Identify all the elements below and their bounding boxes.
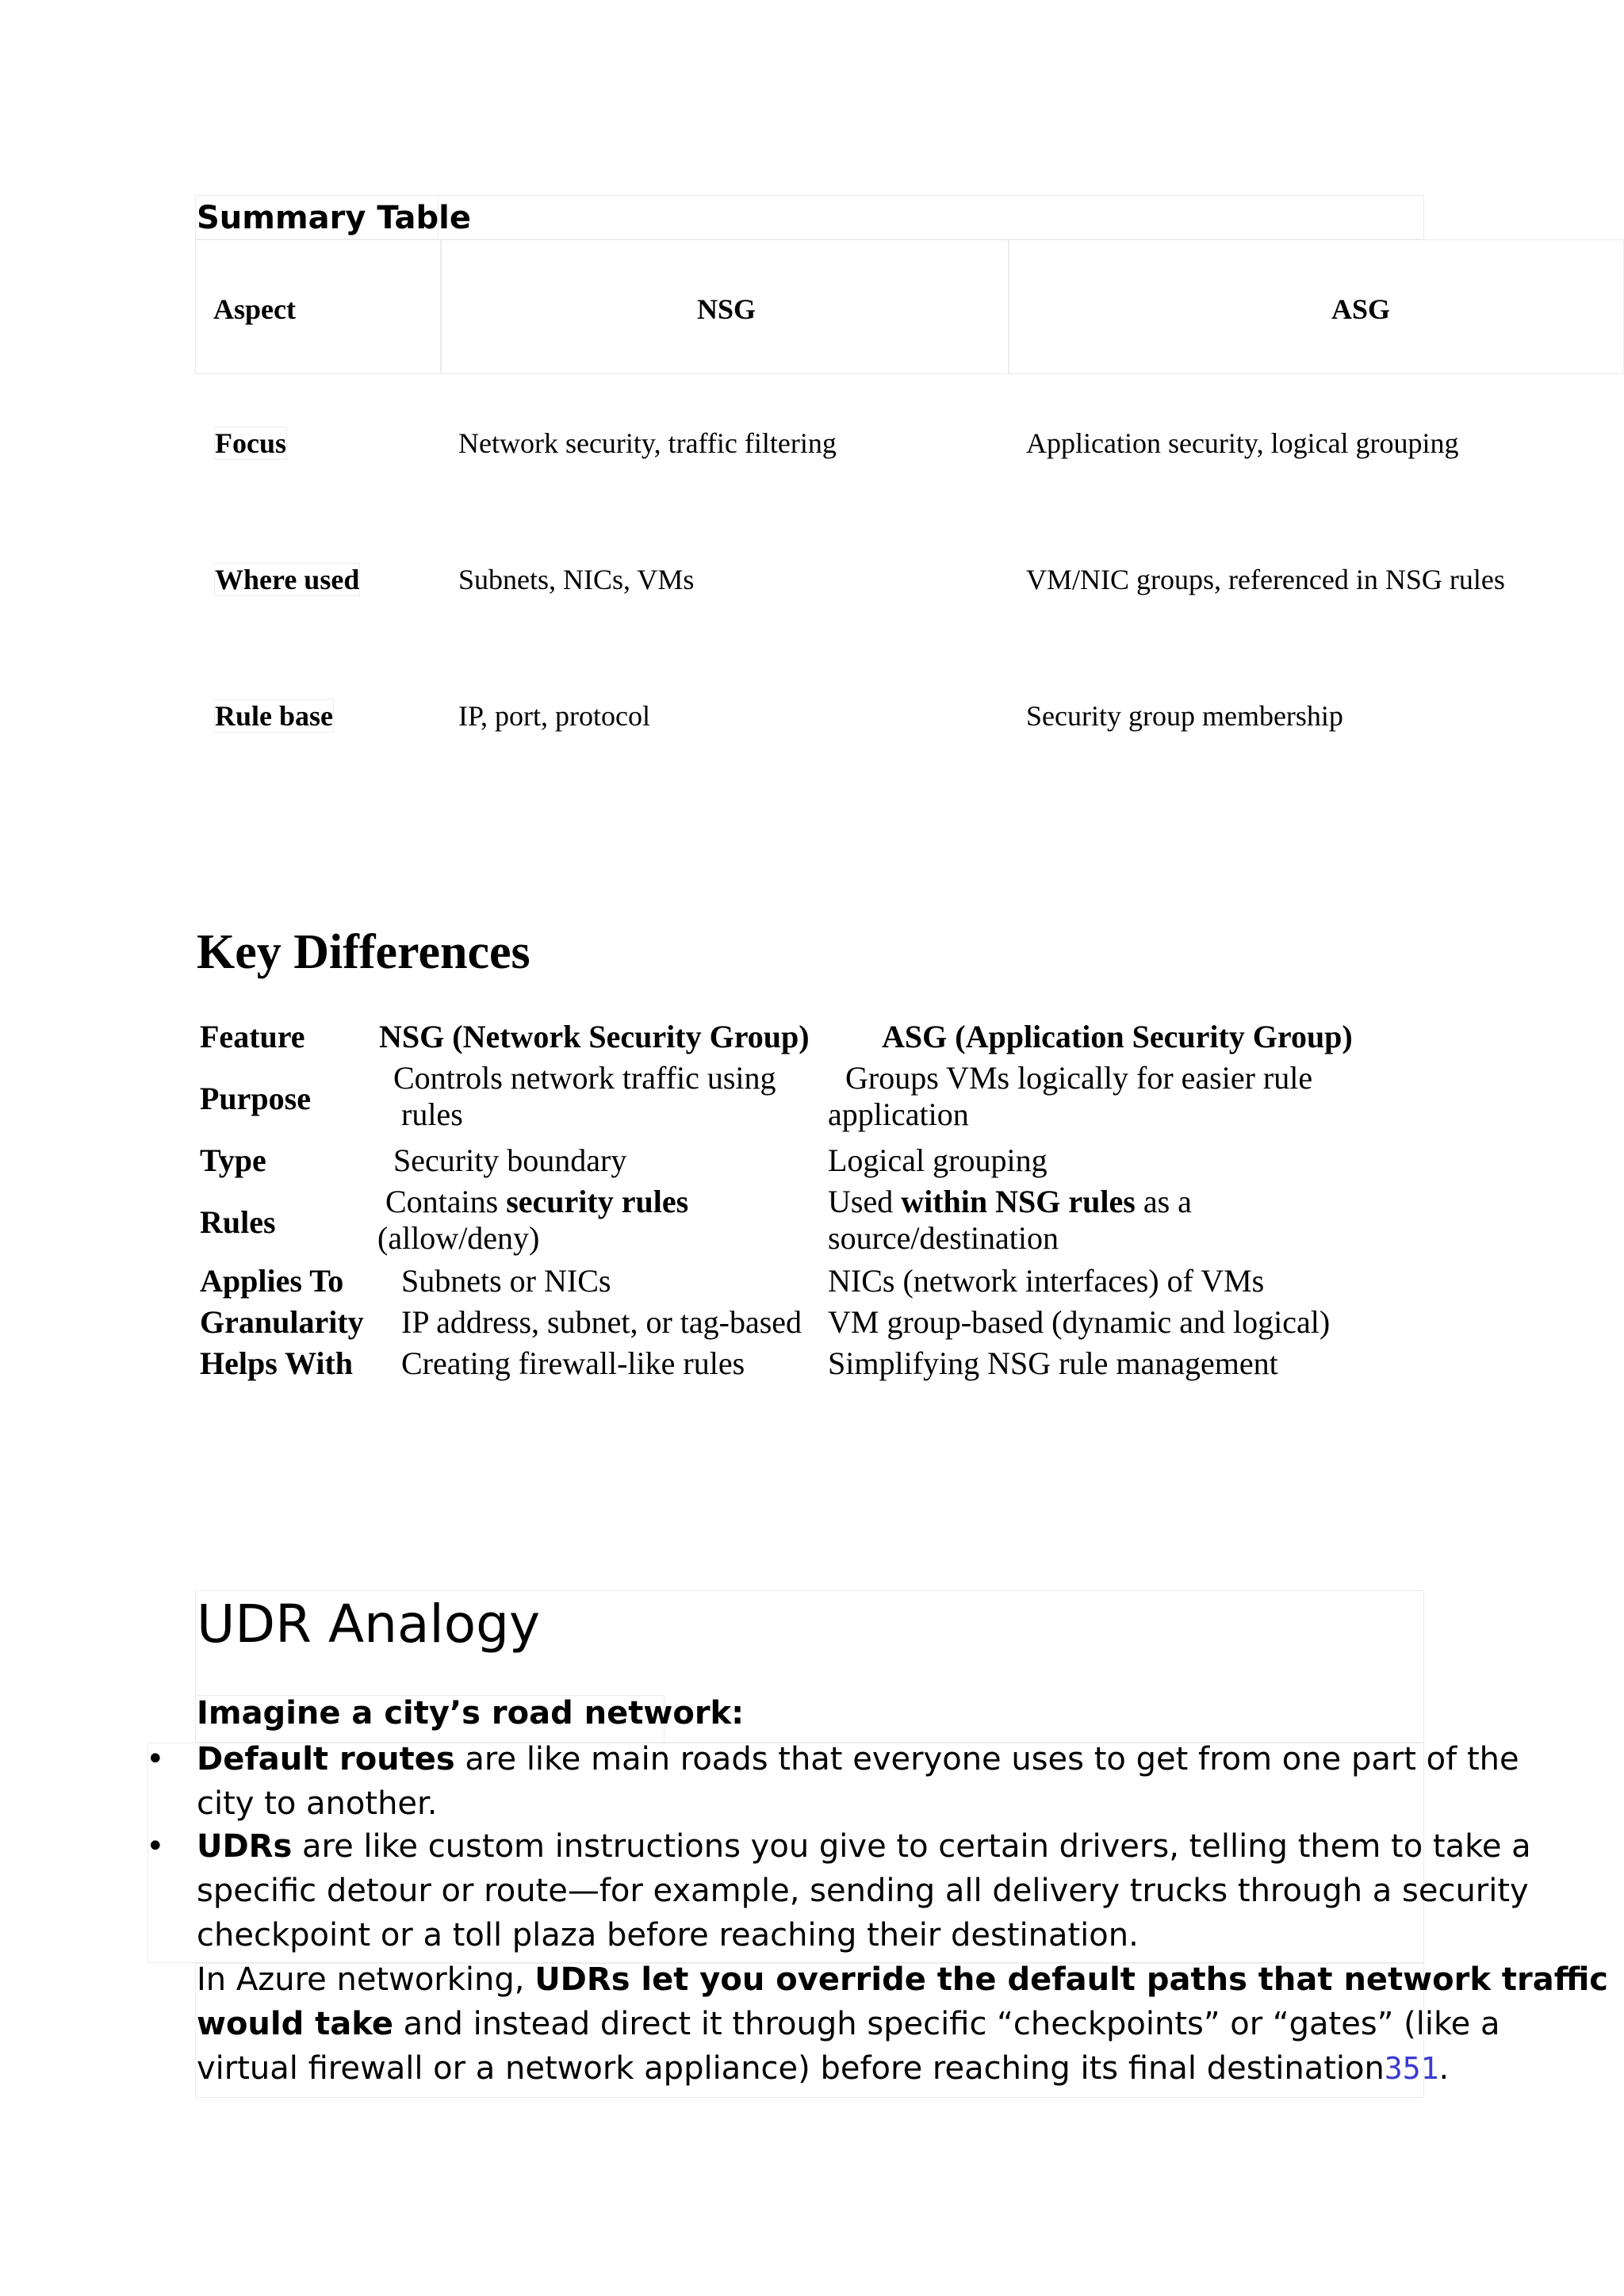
kd-asg-purpose-line1: Groups VMs logically for easier rule <box>845 1060 1313 1096</box>
kd-nsg-type: Security boundary <box>393 1142 627 1178</box>
kd-header-feature: Feature <box>200 1019 305 1054</box>
kd-nsg-rules-line2: (allow/deny) <box>377 1220 540 1256</box>
kd-asg-purpose-line2: application <box>828 1096 969 1132</box>
summary-header-nsg-cell <box>441 239 1009 374</box>
kd-asg-rules-line2: source/destination <box>828 1220 1059 1256</box>
kd-feature-helps-with: Helps With <box>200 1345 354 1381</box>
kd-nsg-purpose-line2: rules <box>401 1096 463 1132</box>
udr-title: UDR Analogy <box>197 1594 541 1655</box>
summary-cell-asg: Application security, logical grouping <box>1026 427 1459 459</box>
summary-header-aspect: Aspect <box>213 293 296 325</box>
kd-asg-helps-with: Simplifying NSG rule management <box>828 1345 1278 1381</box>
kd-nsg-purpose-line1: Controls network traffic using <box>393 1060 776 1096</box>
bullet-default-routes-line2: city to another. <box>197 1785 438 1822</box>
kd-feature-granularity: Granularity <box>200 1304 364 1340</box>
kd-header-asg: ASG (Application Security Group) <box>882 1019 1353 1054</box>
bullet-default-routes-line1: Default routes are like main roads that everyone uses to get from one part of the <box>197 1741 1519 1777</box>
summary-cell-nsg: Subnets, NICs, VMs <box>458 564 695 595</box>
bullet-udrs-line3: checkpoint or a toll plaza before reaching their destination. <box>197 1917 1139 1954</box>
summary-table-title: Summary Table <box>197 200 471 236</box>
summary-cell-asg: VM/NIC groups, referenced in NSG rules <box>1026 564 1505 595</box>
udr-paragraph-line3: virtual firewall or a network appliance) before reaching its final destination351. <box>197 2050 1450 2087</box>
udr-subtitle: Imagine a city’s road network: <box>197 1695 745 1732</box>
kd-feature-rules: Rules <box>200 1204 276 1240</box>
summary-cell-aspect: Where used <box>215 564 360 595</box>
kd-header-nsg: NSG (Network Security Group) <box>379 1019 810 1054</box>
kd-feature-applies-to: Applies To <box>200 1263 344 1299</box>
summary-cell-aspect: Rule base <box>215 700 334 732</box>
summary-row-where-used <box>0 563 1624 595</box>
bullet-marker: • <box>146 1741 165 1777</box>
bullet-marker: • <box>146 1828 165 1865</box>
summary-cell-asg: Security group membership <box>1026 700 1343 732</box>
kd-nsg-applies-to: Subnets or NICs <box>401 1263 611 1299</box>
kd-feature-type: Type <box>200 1142 266 1178</box>
summary-header-aspect-cell <box>195 239 441 374</box>
summary-cell-aspect: Focus <box>215 427 286 459</box>
udr-paragraph-line1: In Azure networking, UDRs let you override the default paths that network traffic <box>197 1961 1609 1998</box>
kd-asg-type: Logical grouping <box>828 1142 1048 1178</box>
kd-asg-granularity: VM group-based (dynamic and logical) <box>828 1304 1331 1340</box>
summary-cell-nsg: Network security, traffic filtering <box>458 427 837 459</box>
key-differences-title: Key Differences <box>197 925 530 979</box>
kd-feature-purpose: Purpose <box>200 1081 311 1116</box>
bullet-udrs-line1: UDRs are like custom instructions you give to certain drivers, telling them to take a <box>197 1828 1531 1865</box>
kd-nsg-helps-with: Creating firewall-like rules <box>401 1345 745 1381</box>
summary-cell-nsg: IP, port, protocol <box>458 700 650 732</box>
udr-paragraph-line2: would take and instead direct it through specific “checkpoints” or “gates” (like a <box>197 2006 1500 2042</box>
kd-asg-rules-line1: Used within NSG rules as a <box>828 1184 1192 1219</box>
kd-asg-applies-to: NICs (network interfaces) of VMs <box>828 1263 1265 1299</box>
kd-nsg-rules-line1: Contains security rules <box>385 1184 689 1219</box>
citation-reference-link[interactable]: 351 <box>1384 2051 1439 2086</box>
summary-header-asg: ASG <box>1331 293 1391 325</box>
summary-row-focus <box>0 427 1624 458</box>
summary-row-rule-base <box>0 699 1624 731</box>
summary-header-nsg: NSG <box>697 293 756 325</box>
bullet-udrs-line2: specific detour or route—for example, sending all delivery trucks through a security <box>197 1873 1529 1909</box>
kd-nsg-granularity: IP address, subnet, or tag-based <box>401 1304 802 1340</box>
summary-header-asg-cell <box>1009 239 1624 374</box>
